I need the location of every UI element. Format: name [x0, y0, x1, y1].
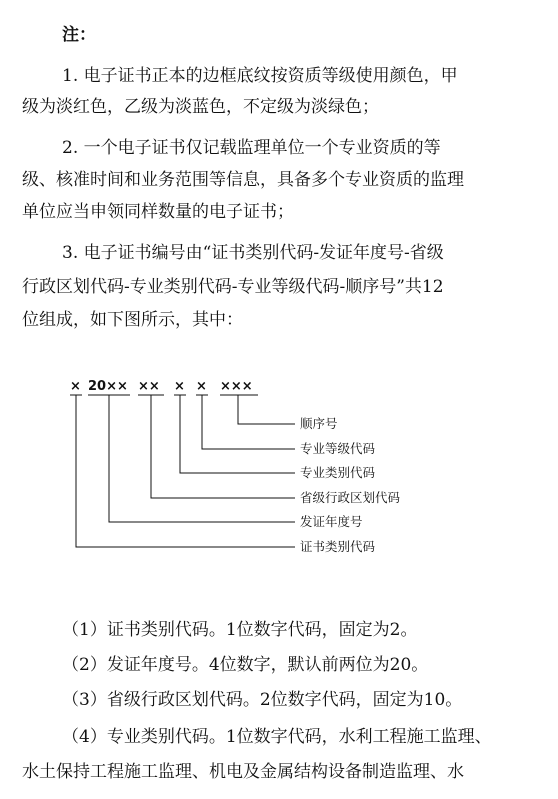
note-2-line-2: 级、核准时间和业务范围等信息，具备多个专业资质的监理: [22, 170, 464, 190]
connector-level: [202, 395, 295, 449]
detail-1: （1）证书类别代码。1位数字代码，固定为2。: [62, 620, 418, 640]
certificate-number-diagram: [0, 365, 558, 565]
connector-province: [151, 395, 295, 498]
note-1-line-1: 1. 电子证书正本的边框底纹按资质等级使用颜色，甲: [62, 66, 458, 86]
note-2-line-3: 单位应当申领同样数量的电子证书；: [22, 202, 294, 222]
notes-title: 注：: [62, 25, 96, 45]
detail-4-line-2: 水土保持工程施工监理、机电及金属结构设备制造监理、水: [22, 762, 464, 782]
label-category: 证书类别代码: [300, 539, 376, 554]
detail-4-line-1: （4）专业类别代码。1位数字代码，水利工程施工监理、: [62, 727, 492, 747]
label-sequence: 顺序号: [300, 416, 338, 431]
detail-3: （3）省级行政区划代码。2位数字代码，固定为10。: [62, 690, 463, 710]
label-specialty: 专业类别代码: [300, 465, 376, 480]
note-3-line-1: 3. 电子证书编号由“证书类别代码-发证年度号-省级: [62, 243, 444, 263]
connector-sequence: [238, 395, 295, 424]
note-2-line-1: 2. 一个电子证书仅记载监理单位一个专业资质的等: [62, 138, 441, 158]
label-province: 省级行政区划代码: [300, 490, 401, 505]
note-3-line-3: 位组成，如下图所示，其中：: [22, 310, 243, 330]
code-part-province: ××: [138, 379, 160, 394]
code-part-level: ×: [196, 379, 207, 394]
code-part-sequence: ×××: [220, 379, 253, 394]
connector-lines: [76, 395, 295, 547]
label-level: 专业等级代码: [300, 441, 376, 456]
code-part-specialty: ×: [174, 379, 185, 394]
code-part-year: 20××: [88, 379, 128, 394]
note-1-line-2: 级为淡红色，乙级为淡蓝色，不定级为淡绿色；: [22, 97, 379, 117]
code-part-category: ×: [70, 379, 81, 394]
label-year: 发证年度号: [300, 514, 363, 529]
note-3-line-2: 行政区划代码-专业类别代码-专业等级代码-顺序号”共12: [22, 277, 444, 297]
detail-2: （2）发证年度号。4位数字，默认前两位为20。: [62, 655, 429, 675]
